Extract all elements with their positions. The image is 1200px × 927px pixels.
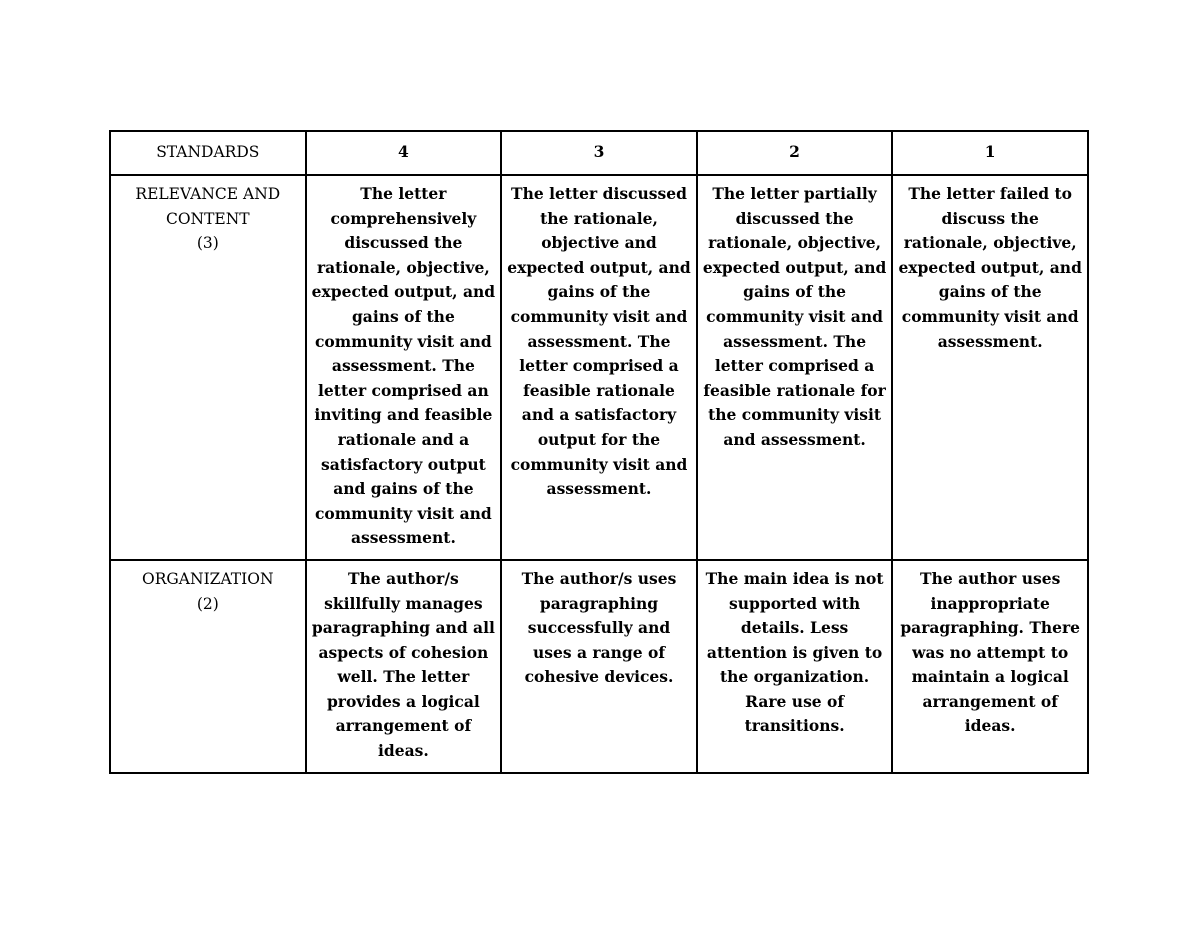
table-row — [110, 560, 1088, 773]
header-score-2: 2 — [697, 131, 893, 175]
table-row — [110, 175, 1088, 560]
header-standards: STANDARDS — [110, 131, 306, 175]
descriptor-cell: The author/s uses paragraphing successfully and uses a range of cohesive devices. — [501, 560, 697, 773]
rubric-table — [109, 130, 1089, 774]
descriptor-cell: The letter discussed the rationale, objective and expected output, and gains of the community visit and assessment. The letter comprised a feasible rationale and a satisfactory output for the community visit and assessment. — [501, 175, 697, 560]
descriptor-cell: The letter failed to discuss the rationale, objective, expected output, and gains of the community visit and assessment. — [892, 175, 1088, 560]
standard-cell — [110, 560, 306, 773]
header-score-1: 1 — [892, 131, 1088, 175]
descriptor-cell: The letter comprehensively discussed the rationale, objective, expected output, and gains of the community visit and assessment. The letter comprised an inviting and feasible rationale and a satisfactory output and gains of the community visit and assessment. — [306, 175, 502, 560]
descriptor-cell: The author/s skillfully manages paragraphing and all aspects of cohesion well. The letter provides a logical arrangement of ideas. — [306, 560, 502, 773]
header-score-4: 4 — [306, 131, 502, 175]
standard-name: ORGANIZATION — [142, 569, 274, 588]
descriptor-cell: The main idea is not supported with details. Less attention is given to the organization. Rare use of transitions. — [697, 560, 893, 773]
header-score-3: 3 — [501, 131, 697, 175]
standard-name: RELEVANCE AND CONTENT — [135, 185, 281, 228]
standard-points: (2) — [196, 594, 219, 613]
standard-points: (3) — [196, 234, 219, 253]
descriptor-cell: The letter partially discussed the rationale, objective, expected output, and gains of the community visit and assessment. The letter comprised a feasible rationale for the community visit and assessment. — [697, 175, 893, 560]
standard-cell — [110, 175, 306, 560]
header-row — [110, 131, 1088, 175]
descriptor-cell: The author uses inappropriate paragraphing. There was no attempt to maintain a logical arrangement of ideas. — [892, 560, 1088, 773]
